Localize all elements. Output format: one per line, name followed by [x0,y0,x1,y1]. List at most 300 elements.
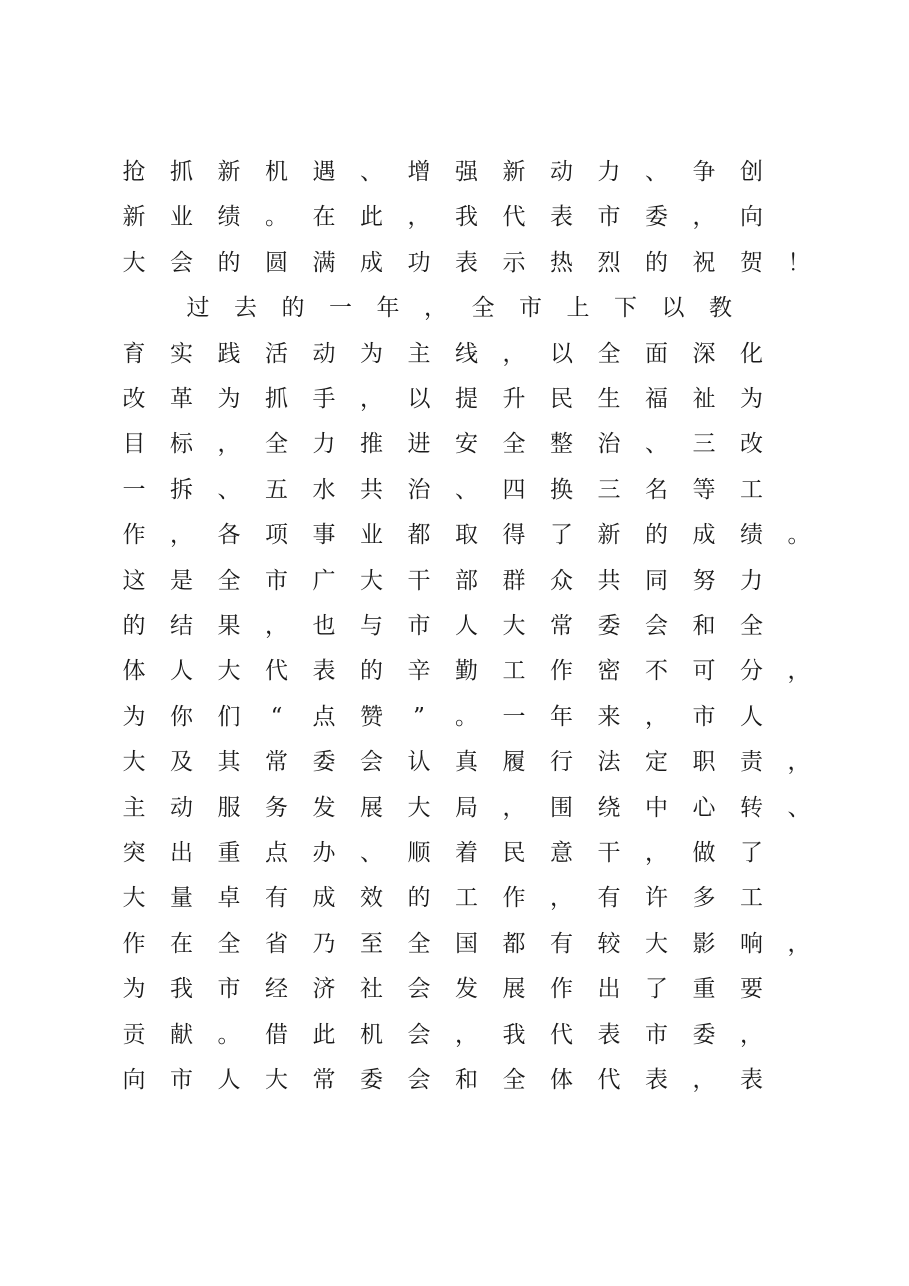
text-char: 大 [502,613,526,639]
text-char: 提 [455,386,478,412]
text-char: 行 [550,749,573,776]
text-char: 一 [122,476,146,503]
text-char: 向 [740,204,763,231]
text-char: 去 [234,295,257,322]
text-char: 意 [550,840,573,866]
text-char: 抓 [170,159,193,185]
text-char: ， [645,703,668,730]
text-char: 了 [550,522,573,549]
text-char: 较 [597,930,621,957]
text-char: 热 [550,249,573,276]
text-char: 表 [740,1067,763,1093]
text-char: 责 [740,749,763,776]
text-char: 圆 [265,249,288,276]
text-char: 大 [122,249,146,276]
text-char: 。 [455,703,478,730]
text-char: 推 [360,431,383,458]
text-char: 勤 [455,658,478,685]
text-char: 有 [597,885,621,912]
text-char: 工 [740,476,763,503]
text-char: 局 [455,794,478,821]
text-char: 市 [692,703,716,730]
text-char: 民 [502,840,526,866]
text-char: 主 [407,340,431,367]
text-char: 、 [645,431,668,458]
text-char: 拆 [170,476,193,503]
text-char: 委 [312,749,336,776]
text-char: 全 [740,613,763,639]
text-char: 务 [265,794,288,821]
text-char: 绕 [597,794,621,821]
text-char: 效 [360,885,383,912]
text-char: 线 [455,340,478,367]
text-char: 、 [787,794,811,821]
text-line [0,430,909,475]
text-char: 表 [455,249,478,276]
text-char: 许 [645,885,668,912]
text-char: 大 [265,1067,288,1093]
text-char: 国 [455,930,478,957]
text-char: 市 [597,204,621,231]
text-char: 力 [312,431,336,458]
text-char: 借 [265,1021,288,1048]
text-char: 机 [360,1021,383,1048]
text-char: 部 [455,567,478,594]
text-char: ， [502,340,526,367]
text-char: 全 [471,295,495,322]
text-char: 果 [217,613,241,639]
text-char: ， [787,749,811,776]
text-char: 以 [661,295,685,322]
text-char: 民 [550,386,573,412]
text-char: 全 [265,431,288,458]
text-char: 、 [360,159,383,185]
text-char: 教 [709,295,732,322]
text-char: 动 [550,159,573,185]
text-char: 干 [597,840,621,866]
text-char: 来 [597,703,621,730]
text-char: 取 [455,522,478,549]
text-char: 成 [360,249,383,276]
text-char: 努 [692,567,716,594]
text-char: 新 [502,159,526,185]
text-char: 争 [692,159,716,185]
text-char: 大 [645,930,668,957]
text-char: 市 [265,567,288,594]
text-char: 体 [122,658,146,685]
text-char: 大 [217,658,241,685]
text-char: 多 [692,885,716,912]
text-char: 人 [455,613,478,639]
text-char: 干 [407,567,431,594]
text-char: 换 [550,476,573,503]
text-char: 业 [360,522,383,549]
text-char: 与 [360,613,383,639]
text-char: 作 [122,930,146,957]
text-char: ， [692,204,716,231]
text-char: 、 [217,476,241,503]
text-char: 我 [455,204,478,231]
text-char: 此 [360,204,383,231]
text-char: 绩 [740,522,763,549]
text-char: 。 [265,204,288,231]
text-line [0,340,909,385]
text-char: 出 [170,840,193,866]
text-char: 共 [360,476,383,503]
text-char: 此 [312,1021,336,1048]
text-char: 全 [597,340,621,367]
text-char: 力 [740,567,763,594]
text-char: 下 [614,295,637,322]
text-char: 贡 [122,1021,146,1048]
text-char: 至 [360,930,383,957]
text-char: 年 [550,703,573,730]
text-line [0,1066,909,1111]
text-char: 有 [265,885,288,912]
text-char: 三 [597,476,621,503]
text-char: 新 [122,204,146,231]
text-char: 卓 [217,885,241,912]
text-char: 各 [217,522,241,549]
text-line [0,476,909,521]
text-char: ， [550,885,573,912]
text-char: 全 [502,1067,526,1093]
text-char: 代 [502,204,526,231]
text-char: 、 [455,476,478,503]
text-char: 增 [407,159,431,185]
text-line [0,385,909,430]
text-char: 影 [692,930,716,957]
text-char: 向 [122,1067,146,1093]
text-char: 赞 [360,703,383,730]
text-char: 广 [312,567,336,594]
text-char: 你 [170,703,193,730]
text-char: 了 [645,976,668,1003]
text-char: 工 [740,885,763,912]
text-char: 会 [407,1021,431,1048]
text-char: 进 [407,431,431,458]
text-char: 乃 [312,930,336,957]
text-char: 化 [740,340,763,367]
text-char: 为 [217,386,241,412]
text-char: ， [645,840,668,866]
text-char: 辛 [407,658,431,685]
text-char: ， [787,658,811,685]
text-char: ” [413,703,425,730]
text-char: 作 [550,976,573,1003]
text-char: 密 [597,658,621,685]
text-char: 市 [407,613,431,639]
text-char: 市 [645,1021,668,1048]
text-char: 展 [502,976,526,1003]
text-char: 和 [692,613,716,639]
text-char: 大 [122,749,146,776]
text-char: 福 [645,386,668,412]
text-char: 动 [312,340,336,367]
text-char: 抓 [265,386,288,412]
text-char: 们 [217,703,241,730]
text-line [0,930,909,975]
text-line [0,521,909,566]
text-char: ， [424,295,447,322]
text-char: 深 [692,340,716,367]
text-char: 贺 [740,249,763,276]
text-char: 工 [502,658,526,685]
text-char: 着 [455,840,478,866]
text-char: 满 [312,249,336,276]
text-char: 会 [407,976,431,1003]
text-char: 要 [740,976,763,1003]
text-char: 革 [170,386,193,412]
text-char: 结 [170,613,193,639]
text-char: 出 [597,976,621,1003]
text-char: 手 [312,386,336,412]
text-char: 新 [217,159,241,185]
text-char: 表 [312,658,336,685]
text-char: 三 [692,431,716,458]
text-char: 代 [550,1021,573,1048]
text-char: 共 [597,567,621,594]
text-char: 分 [740,658,763,685]
text-char: 了 [740,840,763,866]
text-char: 全 [217,567,241,594]
text-char: 同 [645,567,668,594]
text-char: ， [787,930,811,957]
text-char: 示 [502,249,526,276]
text-char: 践 [217,340,241,367]
text-line [0,703,909,748]
text-char: 点 [312,703,336,730]
text-char: 的 [281,295,305,322]
text-char: 群 [502,567,526,594]
text-char: 其 [217,749,241,776]
text-char: ， [360,386,383,412]
text-char: 治 [407,476,431,503]
text-char: 不 [645,658,668,685]
text-char: 新 [597,522,621,549]
text-char: 过 [186,295,210,322]
text-char: 市 [217,976,241,1003]
text-char: 。 [787,522,811,549]
text-char: 机 [265,159,288,185]
text-char: 全 [502,431,526,458]
text-char: 点 [265,840,288,866]
text-char: 事 [312,522,336,549]
text-char: 成 [692,522,716,549]
text-char: 、 [645,159,668,185]
text-char: 改 [740,431,763,458]
text-char: 众 [550,567,573,594]
text-char: 表 [597,1021,621,1048]
text-char: 委 [692,1021,716,1048]
text-char: 创 [740,159,763,185]
text-char: 的 [407,885,431,912]
text-char: 以 [550,340,573,367]
text-char: 作 [502,885,526,912]
text-char: 得 [502,522,526,549]
text-char: 量 [170,885,193,912]
text-char: 这 [122,567,146,594]
text-char: 重 [692,976,716,1003]
text-char: 年 [376,295,400,322]
text-line [0,884,909,929]
text-char: ！ [787,249,811,276]
text-char: 突 [122,840,146,866]
text-line [0,839,909,884]
text-char: 四 [502,476,526,503]
text-line [0,657,909,702]
text-char: 的 [645,522,668,549]
text-char: 和 [455,1067,478,1093]
text-char: 真 [455,749,478,776]
text-char: ， [455,1021,478,1048]
text-char: 定 [645,749,668,776]
text-char: 服 [217,794,241,821]
text-char: 经 [265,976,288,1003]
text-char: 我 [502,1021,526,1048]
text-char: 祝 [692,249,716,276]
text-char: 项 [265,522,288,549]
text-char: 常 [312,1067,336,1093]
text-char: 作 [122,522,146,549]
text-char: 大 [360,567,383,594]
text-char: 烈 [597,249,621,276]
text-char: 响 [740,930,763,957]
text-char: 表 [550,204,573,231]
text-char: 遇 [312,159,336,185]
text-char: 会 [645,613,668,639]
text-char: 全 [407,930,431,957]
text-char: 升 [502,386,526,412]
text-char: 市 [170,1067,193,1093]
text-char: 市 [519,295,542,322]
text-char: 工 [455,885,478,912]
text-char: 职 [692,749,716,776]
text-char: 业 [170,204,193,231]
text-char: 省 [265,930,288,957]
text-char: 的 [360,658,383,685]
text-char: 大 [122,885,146,912]
text-char: 人 [740,703,763,730]
text-char: 。 [217,1021,241,1048]
text-char: 动 [170,794,193,821]
text-line [0,158,909,203]
text-line [0,612,909,657]
text-char: 作 [550,658,573,685]
text-char: 会 [407,1067,431,1093]
text-line [0,1021,909,1066]
text-char: 的 [645,249,668,276]
text-char: ， [407,204,431,231]
text-char: 常 [550,613,573,639]
text-char: 发 [312,794,336,821]
text-char: 力 [597,159,621,185]
text-char: ， [265,613,288,639]
text-char: 活 [265,340,288,367]
text-char: 改 [122,386,146,412]
text-char: 生 [597,386,621,412]
text-char: 人 [217,1067,241,1093]
text-char: 主 [122,794,146,821]
text-line [0,249,909,294]
text-char: 有 [550,930,573,957]
text-char: 会 [170,249,193,276]
text-char: 代 [597,1067,621,1093]
text-char: “ [270,703,283,730]
text-char: 的 [217,249,241,276]
text-char: 一 [502,703,526,730]
text-line [0,748,909,793]
text-char: 重 [217,840,241,866]
text-char: 认 [407,749,431,776]
text-char: 济 [312,976,336,1003]
text-char: 为 [122,703,146,730]
text-line [0,975,909,1020]
text-line [0,294,909,339]
text-char: 心 [692,794,716,821]
text-char: 强 [455,159,478,185]
text-char: 育 [122,340,146,367]
text-char: 发 [455,976,478,1003]
text-char: ， [502,794,526,821]
text-char: 水 [312,476,336,503]
text-char: 委 [645,204,668,231]
text-char: 转 [740,794,763,821]
text-char: 办 [312,840,336,866]
text-char: 面 [645,340,668,367]
text-char: 大 [407,794,431,821]
text-char: ， [740,1021,763,1048]
text-char: 全 [217,930,241,957]
text-char: 祉 [692,386,716,412]
text-char: 都 [407,522,431,549]
text-char: ， [170,522,193,549]
text-char: 是 [170,567,193,594]
text-char: 会 [360,749,383,776]
text-char: 社 [360,976,383,1003]
text-char: 标 [170,431,193,458]
text-char: ， [217,431,241,458]
text-char: 以 [407,386,431,412]
text-char: 可 [692,658,716,685]
text-char: 做 [692,840,716,866]
text-char: 上 [566,295,590,322]
text-char: 顺 [407,840,431,866]
text-char: 围 [550,794,573,821]
text-char: 代 [265,658,288,685]
text-char: 委 [360,1067,383,1093]
text-line [0,567,909,612]
text-char: 中 [645,794,668,821]
text-char: 在 [170,930,193,957]
text-char: 献 [170,1021,193,1048]
text-char: 绩 [217,204,241,231]
text-char: 名 [645,476,668,503]
text-char: 展 [360,794,383,821]
text-char: 五 [265,476,288,503]
text-char: 功 [407,249,431,276]
text-char: 的 [122,613,146,639]
text-char: 也 [312,613,336,639]
text-line [0,794,909,839]
text-char: 实 [170,340,193,367]
text-char: 我 [170,976,193,1003]
text-char: 安 [455,431,478,458]
text-line [0,203,909,248]
text-char: 法 [597,749,621,776]
text-char: 为 [122,976,146,1003]
text-char: 表 [645,1067,668,1093]
